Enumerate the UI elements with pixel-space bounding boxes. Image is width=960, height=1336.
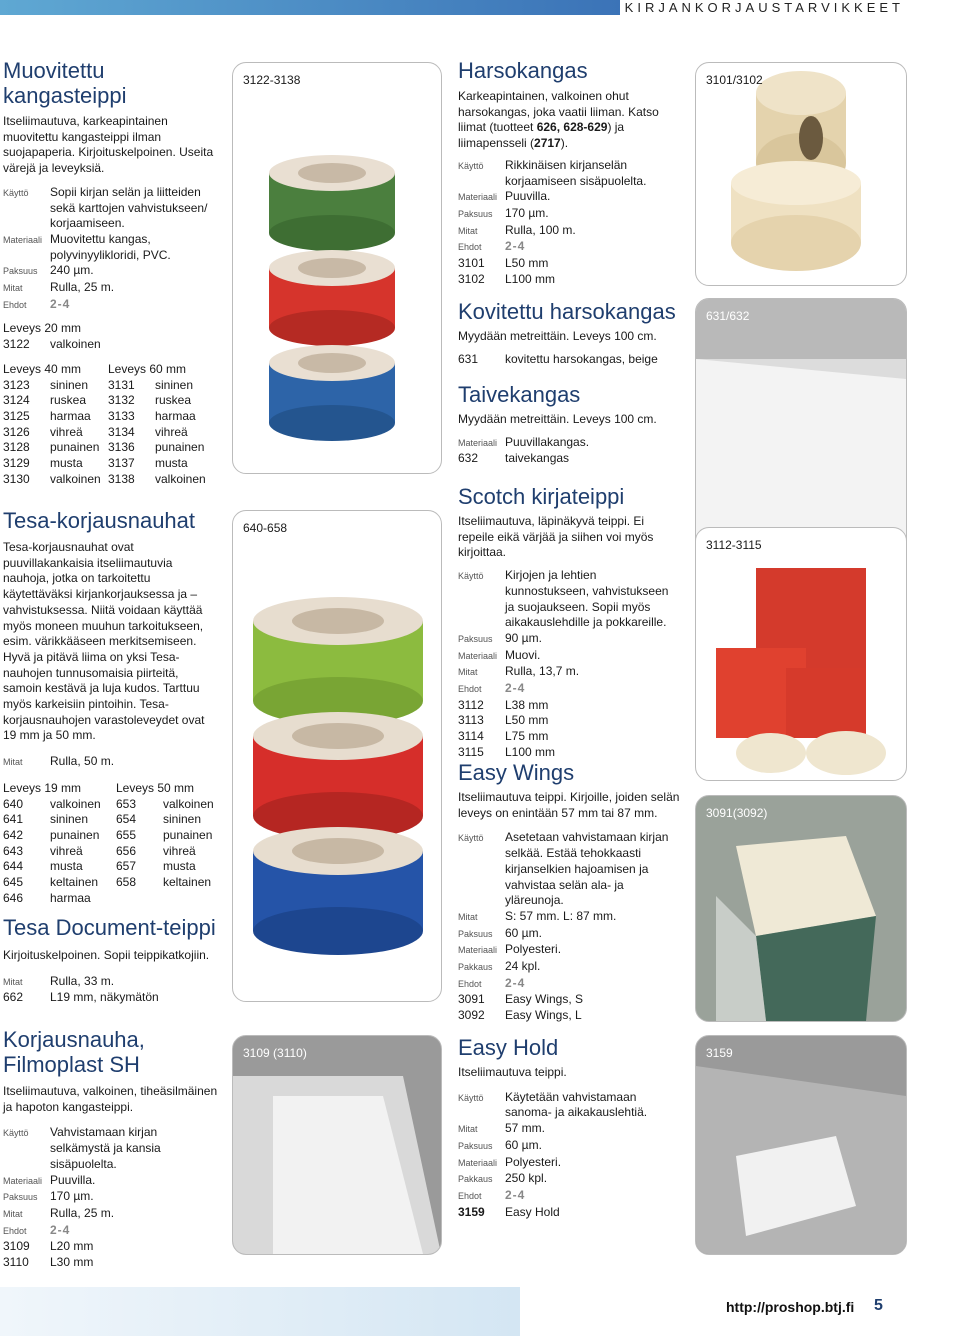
section-description: Kirjoituskelpoinen. Sopii teippikatkojiin. xyxy=(3,948,210,962)
section-description: Itseliimautuva, valkoinen, tiheäsilmäinen ja hapoton kangasteippi. xyxy=(3,1084,218,1114)
spec-materiaali: Materiaali Polyesteri. xyxy=(458,942,562,957)
section-title: Easy Wings xyxy=(458,760,575,785)
section-muovitettu xyxy=(3,58,218,487)
section-tesa xyxy=(3,508,218,906)
tape-roll-green xyxy=(269,155,395,251)
spec-materiaali: Materiaali Puuvillakangas. xyxy=(458,434,590,449)
product-row: 3123 sininen 3131 sininen xyxy=(3,377,194,392)
section-title: Easy Hold xyxy=(458,1035,559,1060)
image-label: 3101/3102 xyxy=(706,73,763,87)
image-label: 3159 xyxy=(706,1046,733,1060)
product-row: 646 harmaa xyxy=(3,890,91,905)
section-description: Myydään metreittäin. Leveys 100 cm. xyxy=(458,412,657,426)
width-heading: Leveys 50 mm xyxy=(116,780,195,795)
section-easyhold xyxy=(458,1035,680,1220)
product-row: 640 valkoinen 653 valkoinen xyxy=(3,796,214,811)
section-document xyxy=(3,915,218,1006)
spec-kaytto: Käyttö Kirjojen ja lehtien kunnostukseen, vahvistukseen ja suojaukseen. Sopii myös aikakauslehdille ja pokkareille. xyxy=(458,568,669,630)
tape-roll-lightgreen xyxy=(253,597,423,725)
product-row: 662 L19 mm, näkymätön xyxy=(3,990,159,1005)
tape-roll-red xyxy=(269,250,395,346)
image-scotch xyxy=(695,527,907,781)
tape-rolls-illustration xyxy=(233,63,441,473)
image-label: 3112-3115 xyxy=(706,538,762,552)
image-tape-rolls-1 xyxy=(232,62,442,474)
spec-paksuus: Paksuus 170 µm. xyxy=(458,205,549,220)
section-title: Muovitettu kangasteippi xyxy=(3,58,127,108)
product-row: 3122 valkoinen xyxy=(3,337,101,352)
product-row: 644 musta 657 musta xyxy=(3,859,196,874)
spec-paksuus: Paksuus 90 µm. xyxy=(458,630,542,645)
spec-paksuus: Paksuus 60 µm. xyxy=(458,925,542,940)
tape-roll-blue xyxy=(253,827,423,955)
product-row: 3091 Easy Wings, S xyxy=(458,992,584,1007)
product-row: 3124 ruskea 3132 ruskea xyxy=(3,393,192,408)
section-description: Tesa-korjausnauhat ovat puuvillakankaisia itseliimautuvia nauhoja, jotka on tarkoitettu käytettäväksi kirjankorjauksessa ja –vahvistuksessa. Niitä voidaan käyttää myös moneen muuhun tarkoitukseen, esim. värikkääseen merkitsemiseen. Hyvä ja pitävä liima on yksi Tesa-nauhojen tunnusomaisia piirteitä, samoin kestävä ja luja kudos. Tarttuu myös karkeisiin pintoihin. Tesa-korjausnauhojen varastoleveydet ovat 19 mm ja 50 mm. xyxy=(3,540,205,743)
footer-bar xyxy=(0,1287,520,1336)
image-filmoplast xyxy=(232,1035,442,1255)
product-row: 3101 L50 mm xyxy=(458,256,549,271)
section-filmoplast xyxy=(3,1027,218,1271)
scotch-tape-boxes-illustration xyxy=(696,528,906,780)
spec-mitat: Mitat Rulla, 25 m. xyxy=(3,280,115,295)
image-tape-rolls-2 xyxy=(232,510,442,1002)
width-heading: Leveys 40 mm xyxy=(3,361,82,376)
spec-ehdot: Ehdot 2-4 xyxy=(458,239,526,254)
spec-paksuus: Paksuus 170 µm. xyxy=(3,1189,94,1204)
product-row: 645 keltainen 658 keltainen xyxy=(3,875,212,890)
gauze-rolls-illustration xyxy=(696,63,906,285)
spec-materiaali: Materiaali Polyesteri. xyxy=(458,1154,562,1169)
image-easywings xyxy=(695,795,907,1022)
spec-ehdot: Ehdot 2-4 xyxy=(458,681,526,696)
section-description: Myydään metreittäin. Leveys 100 cm. xyxy=(458,329,657,343)
header-bar xyxy=(0,0,620,15)
product-row: 3102 L100 mm xyxy=(458,271,556,286)
spec-mitat: Mitat Rulla, 33 m. xyxy=(3,973,115,988)
spec-ehdot: Ehdot 2-4 xyxy=(458,1187,526,1202)
product-row: 3110 L30 mm xyxy=(3,1255,94,1270)
spec-pakkaus: Pakkaus 250 kpl. xyxy=(458,1171,548,1186)
page-header xyxy=(0,0,960,22)
section-easywings xyxy=(458,760,680,1024)
product-row: 641 sininen 654 sininen xyxy=(3,812,202,827)
tape-roll-blue xyxy=(269,345,395,441)
section-description: Karkeapintainen, valkoinen ohut harsokangas, joka vaatii liiman. Katso liimat (tuotteet 626, 628-629) ja liimapensseli (2717). xyxy=(458,89,659,151)
width-heading: Leveys 60 mm xyxy=(108,361,187,376)
page-number: 5 xyxy=(874,1297,883,1314)
image-label: 3109 (3110) xyxy=(243,1046,307,1060)
section-title: Tesa Document-teippi xyxy=(3,915,216,940)
section-description: Itseliimautuva teippi. Kirjoille, joiden selän leveys on enintään 57 mm tai 87 mm. xyxy=(458,790,680,820)
product-row: 3125 harmaa 3133 harmaa xyxy=(3,408,196,423)
section-description: Itseliimautuva teippi. xyxy=(458,1065,567,1079)
image-easyhold xyxy=(695,1035,907,1255)
spec-kaytto: Käyttö Asetetaan vahvistamaan kirjan selkää. Estää tehokkaasti kirjanselkien hajoamisen ja vahvistaa selän ala- ja yläreunoja. xyxy=(458,830,669,908)
product-table xyxy=(3,362,218,488)
product-row: 3092 Easy Wings, L xyxy=(458,1008,582,1023)
product-table xyxy=(3,781,218,907)
spec-mitat: Mitat Rulla, 50 m. xyxy=(3,754,115,769)
book-illustration xyxy=(696,796,906,1021)
spec-ehdot: Ehdot 2-4 xyxy=(3,296,71,311)
section-title: Harsokangas xyxy=(458,58,588,83)
spec-kaytto: Käyttö Sopii kirjan selän ja liitteiden sekä karttojen vahvistukseen/ korjaamiseen. xyxy=(3,184,208,231)
image-label: 3091(3092) xyxy=(706,806,768,820)
product-row: 3159 Easy Hold xyxy=(458,1204,560,1219)
product-row: 3115 L100 mm xyxy=(458,744,556,759)
spec-materiaali: Materiaali Puuvilla. xyxy=(458,189,551,204)
magazine-illustration xyxy=(696,1036,906,1254)
footer-url-link[interactable]: http://proshop.btj.fi xyxy=(726,1299,855,1315)
spec-mitat: Mitat Rulla, 100 m. xyxy=(458,222,576,237)
spec-ehdot: Ehdot 2-4 xyxy=(458,975,526,990)
product-row: 631 kovitettu harsokangas, beige xyxy=(458,351,658,366)
spec-paksuus: Paksuus 240 µm. xyxy=(3,263,94,278)
width-heading: Leveys 20 mm xyxy=(3,321,82,336)
product-row: 3112 L38 mm xyxy=(458,697,549,712)
page-footer xyxy=(0,1287,960,1336)
spec-mitat: Mitat Rulla, 25 m. xyxy=(3,1205,115,1220)
product-row: 3126 vihreä 3134 vihreä xyxy=(3,424,188,439)
product-row: 3109 L20 mm xyxy=(3,1239,94,1254)
section-harsokangas xyxy=(458,58,680,287)
section-description: Itseliimautuva, läpinäkyvä teippi. Ei repeile eikä värjää ja siihen voi myös kirjoittaa. xyxy=(458,514,654,560)
product-row: 642 punainen 655 punainen xyxy=(3,827,213,842)
product-row: 3113 L50 mm xyxy=(458,713,549,728)
section-kovitettu xyxy=(458,299,680,367)
section-description: Itseliimautuva, karkeapintainen muovitettu kangasteippi ilman suojapaperia. Kirjoituskelpoinen. Useita värejä ja leveyksiä. xyxy=(3,114,214,176)
spec-kaytto: Käyttö Käytetään vahvistamaan sanoma- ja aikakauslehtiä. xyxy=(458,1089,648,1120)
book-illustration xyxy=(233,1036,441,1254)
spec-pakkaus: Pakkaus 24 kpl. xyxy=(458,959,541,974)
product-row: 643 vihreä 656 vihreä xyxy=(3,843,196,858)
spec-ehdot: Ehdot 2-4 xyxy=(3,1222,71,1237)
product-row: 632 taivekangas xyxy=(458,451,570,466)
section-title: Korjausnauha, Filmoplast SH xyxy=(3,1027,145,1077)
spec-materiaali: Materiaali Muovitettu kangas, polyvinyylikloridi, PVC. xyxy=(3,231,171,262)
product-row: 3130 valkoinen 3138 valkoinen xyxy=(3,471,206,486)
tape-rolls-illustration xyxy=(233,511,441,1001)
image-label: 3122-3138 xyxy=(243,73,301,87)
spec-mitat: Mitat 57 mm. xyxy=(458,1121,546,1136)
tape-roll-red xyxy=(253,712,423,840)
spec-kaytto: Käyttö Vahvistamaan kirjan selkämystä ja kansia sisäpuolelta. xyxy=(3,1125,161,1171)
section-scotch xyxy=(458,484,680,761)
image-label: 631/632 xyxy=(706,309,750,323)
section-taivekangas xyxy=(458,382,680,467)
spec-paksuus: Paksuus 60 µm. xyxy=(458,1137,542,1152)
width-heading: Leveys 19 mm xyxy=(3,780,82,795)
section-title: Scotch kirjateippi xyxy=(458,484,625,509)
product-row: 3114 L75 mm xyxy=(458,729,549,744)
spec-materiaali: Materiaali Puuvilla. xyxy=(3,1172,96,1187)
section-title: Taivekangas xyxy=(458,382,581,407)
spec-kaytto: Käyttö Rikkinäisen kirjanselän korjaamiseen sisäpuolelta. xyxy=(458,157,647,188)
spec-mitat: Mitat Rulla, 13,7 m. xyxy=(458,664,580,679)
image-harsokangas xyxy=(695,62,907,286)
section-title: Tesa-korjausnauhat xyxy=(3,508,196,533)
spec-mitat: Mitat S: 57 mm. L: 87 mm. xyxy=(458,908,617,923)
product-row: 3128 punainen 3136 punainen xyxy=(3,440,205,455)
spec-materiaali: Materiaali Muovi. xyxy=(458,647,541,662)
header-title: KIRJANKORJAUSTARVIKKEET xyxy=(624,0,904,15)
image-label: 640-658 xyxy=(243,521,288,535)
product-row: 3129 musta 3137 musta xyxy=(3,456,188,471)
section-title: Kovitettu harsokangas xyxy=(458,299,676,324)
